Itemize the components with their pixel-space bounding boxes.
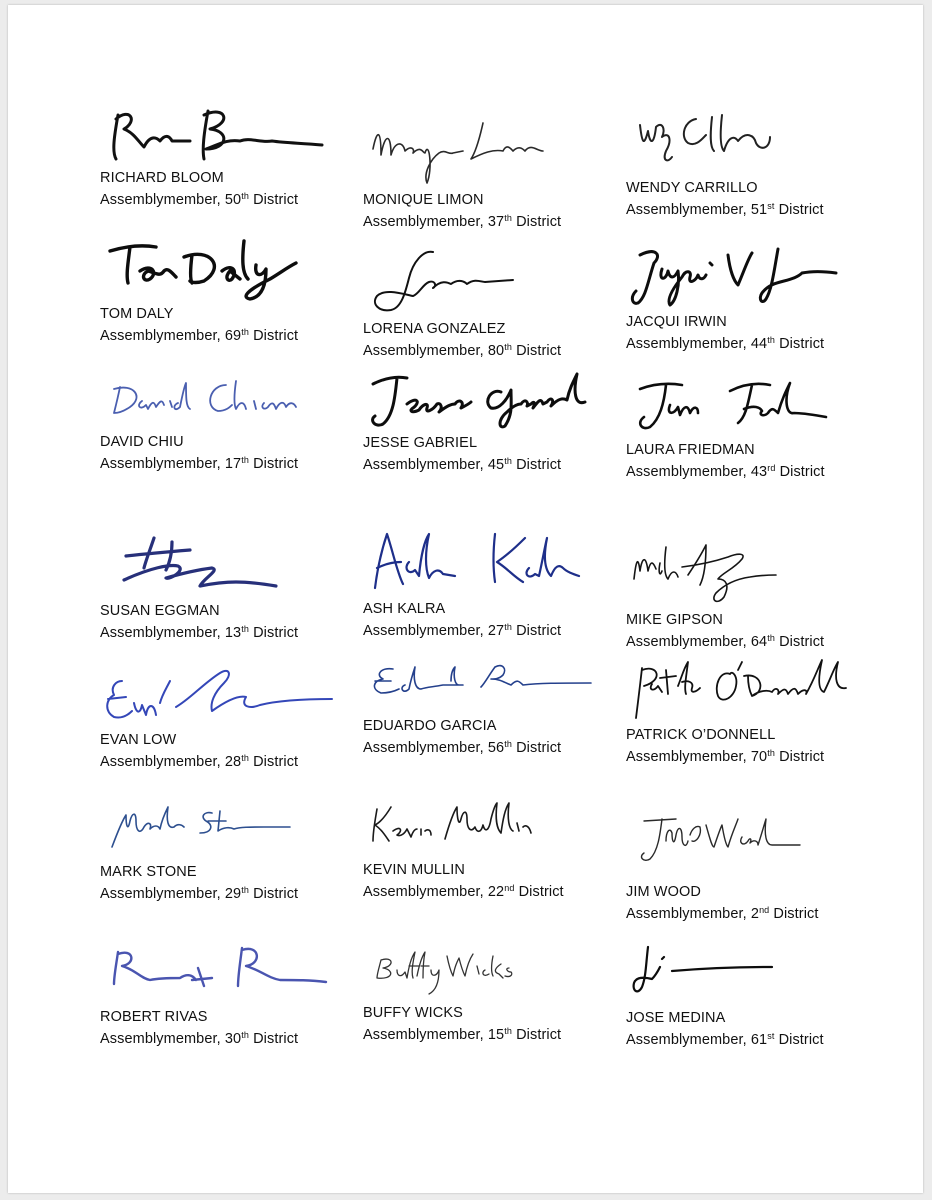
signer-name: PATRICK O’DONNELL [626,727,776,743]
signer-name: ASH KALRA [363,601,446,617]
signature-mike-gipson [626,539,866,609]
signer-name: WENDY CARRILLO [626,180,758,196]
signature-wendy-carrillo [626,107,866,177]
signer-title: Assemblymember, 13th District [100,624,299,641]
signer-susan-eggman [100,530,350,644]
signer-title: Assemblymember, 61st District [626,1031,824,1048]
signer-name: ROBERT RIVAS [100,1009,208,1025]
signature-jim-wood [626,811,866,881]
signer-title: Assemblymember, 30th District [100,1030,299,1047]
signer-title: Assemblymember, 56th District [363,739,562,756]
signer-title: Assemblymember, 50th District [100,191,299,208]
signature-jose-medina [626,937,866,1007]
signature-monique-limon [363,119,603,189]
signature-tom-daly [100,233,340,303]
signature-richard-bloom [100,97,340,167]
signer-title: Assemblymember, 70th District [626,748,825,765]
signer-richard-bloom [100,97,350,211]
signer-jose-medina [626,937,876,1051]
signer-title: Assemblymember, 51st District [626,201,824,218]
signer-jim-wood [626,811,876,925]
signer-name: MARK STONE [100,864,197,880]
signer-monique-limon [363,119,613,233]
signer-wendy-carrillo [626,107,876,221]
signature-lorena-gonzalez [363,248,603,318]
signer-jesse-gabriel [363,362,613,476]
signature-jacqui-irwin [626,241,866,311]
signer-patrick-odonnell [626,654,876,768]
signer-name: EVAN LOW [100,732,177,748]
signer-title: Assemblymember, 45th District [363,456,562,473]
signer-name: BUFFY WICKS [363,1005,463,1021]
signer-title: Assemblymember, 2nd District [626,905,819,922]
signature-patrick-odonnell [626,654,866,724]
signer-ash-kalra [363,528,613,642]
signer-kevin-mullin [363,789,613,903]
signer-title: Assemblymember, 17th District [100,455,299,472]
signer-mike-gipson [626,539,876,653]
signer-mark-stone [100,791,350,905]
signer-lorena-gonzalez [363,248,613,362]
signer-name: EDUARDO GARCIA [363,718,497,734]
signer-name: LAURA FRIEDMAN [626,442,755,458]
signer-tom-daly [100,233,350,347]
signature-ash-kalra [363,528,603,598]
signer-name: DAVID CHIU [100,434,184,450]
signer-name: TOM DALY [100,306,174,322]
signer-name: JESSE GABRIEL [363,435,478,451]
signature-robert-rivas [100,936,340,1006]
signer-title: Assemblymember, 44th District [626,335,825,352]
signer-name: LORENA GONZALEZ [363,321,506,337]
signer-evan-low [100,659,350,773]
signer-name: JIM WOOD [626,884,701,900]
signature-susan-eggman [100,530,340,600]
signer-name: JACQUI IRWIN [626,314,727,330]
signer-title: Assemblymember, 80th District [363,342,562,359]
signer-jacqui-irwin [626,241,876,355]
signer-title: Assemblymember, 15th District [363,1026,562,1043]
signer-name: SUSAN EGGMAN [100,603,220,619]
signer-title: Assemblymember, 43rd District [626,463,825,480]
signature-mark-stone [100,791,340,861]
signer-title: Assemblymember, 22nd District [363,883,564,900]
signer-buffy-wicks [363,932,613,1046]
signer-title: Assemblymember, 27th District [363,622,562,639]
signer-name: MONIQUE LIMON [363,192,484,208]
signer-david-chiu [100,361,350,475]
signer-title: Assemblymember, 28th District [100,753,299,770]
signature-buffy-wicks [363,932,603,1002]
signer-title: Assemblymember, 64th District [626,633,825,650]
signer-eduardo-garcia [363,645,613,759]
signer-title: Assemblymember, 37th District [363,213,562,230]
signer-title: Assemblymember, 69th District [100,327,299,344]
signer-name: RICHARD BLOOM [100,170,224,186]
signature-kevin-mullin [363,789,603,859]
signature-eduardo-garcia [363,645,603,715]
signer-robert-rivas [100,936,350,1050]
signature-evan-low [100,659,340,729]
signature-jesse-gabriel [363,362,603,432]
signer-laura-friedman [626,369,876,483]
signature-laura-friedman [626,369,866,439]
signer-title: Assemblymember, 29th District [100,885,299,902]
signer-name: JOSE MEDINA [626,1010,726,1026]
signature-david-chiu [100,361,340,431]
signature-page [8,5,923,1193]
signer-name: MIKE GIPSON [626,612,723,628]
signer-name: KEVIN MULLIN [363,862,465,878]
